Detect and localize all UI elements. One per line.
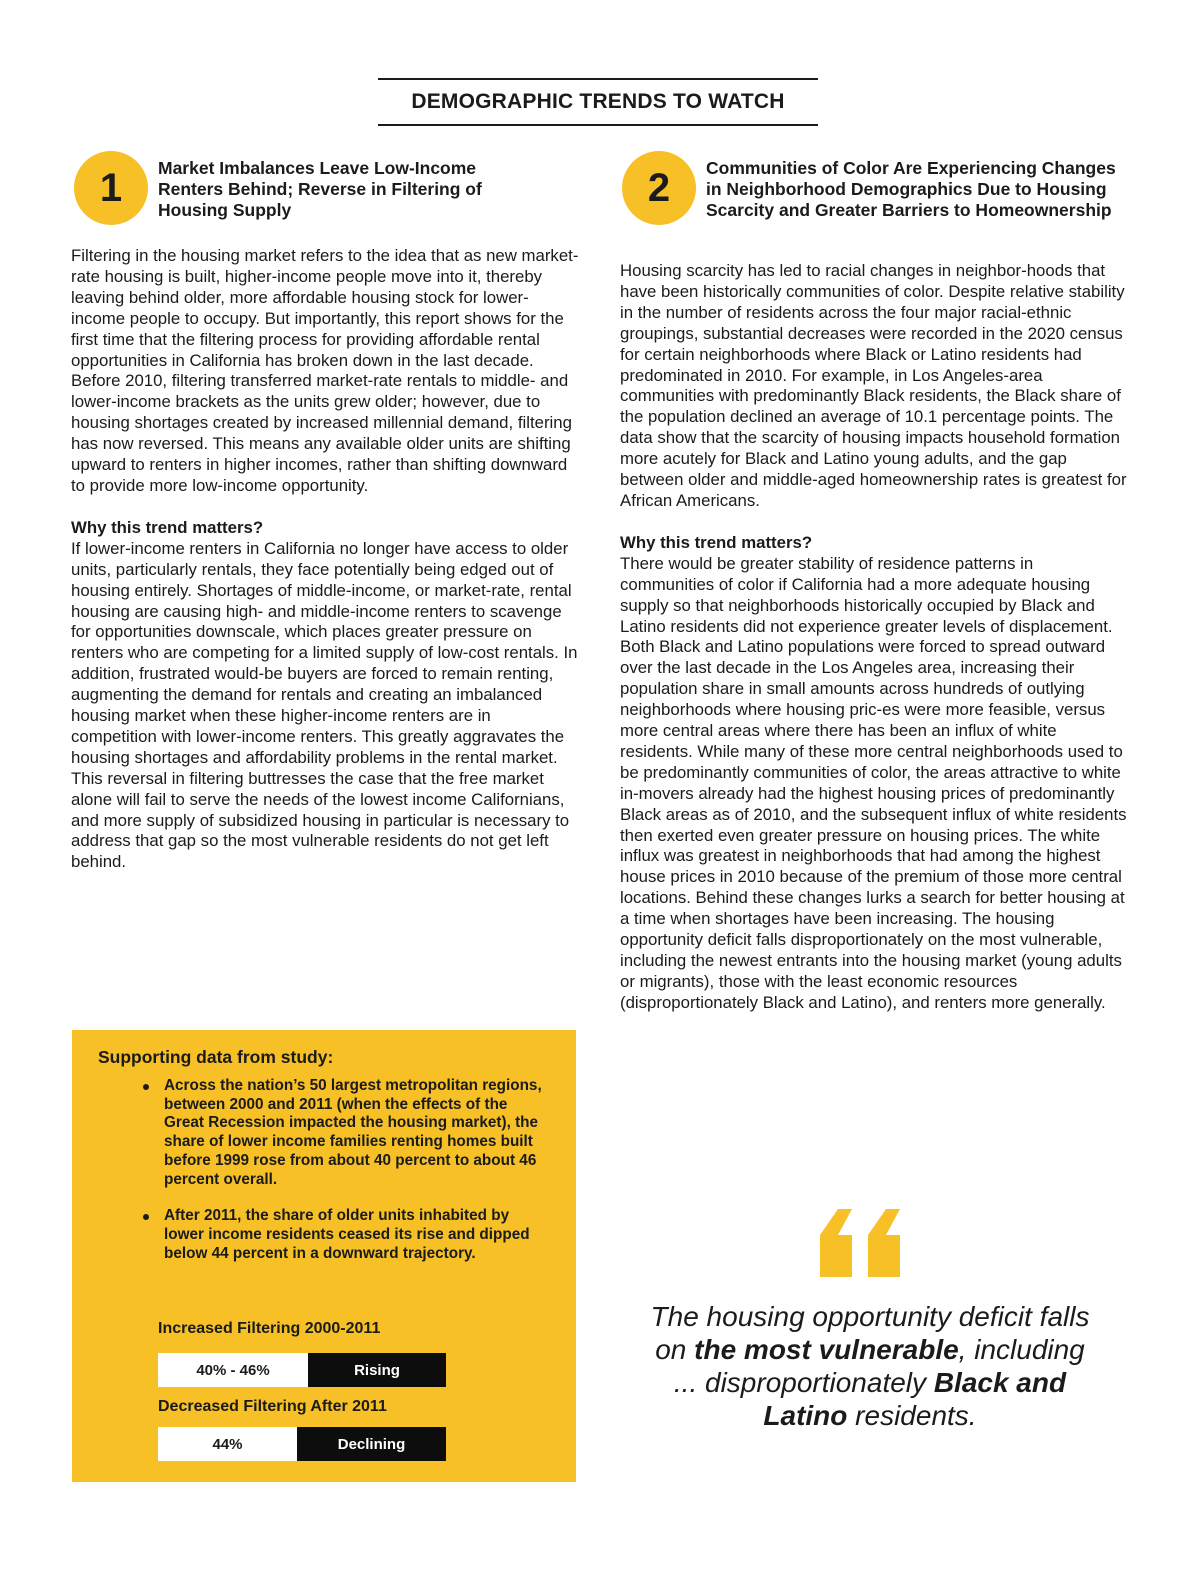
increased-filtering-trend: Rising bbox=[308, 1353, 446, 1387]
trend-1-body: Filtering in the housing market refers to the idea that as new market-rate housing is built, higher-income people move into it, thereby leaving behind older, more affordable housing stock for lower-income people to occupy. But importantly, this report shows for the first time that the filtering process for providing affordable rental opportunities in California has broken down in the last decade. Before 2010, filtering transferred market-rate rentals to middle- and lower-income brackets as the units grew older; however, due to housing shortages created by increased millennial demand, filtering has now reversed. This means any available older units are shifting upward to renters in higher incomes, rather than shifting downward to provide more low-income opportunity. bbox=[71, 246, 579, 495]
quote-bold-1: the most vulnerable bbox=[694, 1334, 959, 1365]
bullet-icon bbox=[143, 1084, 149, 1090]
trend-2-column bbox=[620, 261, 1132, 1014]
trend-2-body: Housing scarcity has led to racial changes in neighbor-hoods that have been historically communities of color. Despite relative stability in the number of residents across the four major racial-ethnic groupings, substantial decreases were recorded in the 2020 census for certain neighborhoods where Black or Latino residents had predominated in 2010. For example, in Los Angeles-area communities with predominantly Black residents, the Black share of the population declined an average of 10.1 percentage points. The data show that the scarcity of housing impacts household formation more acutely for Black and Latino young adults, and the gap between older and middle-aged homeownership rates is greatest for African Americans. bbox=[620, 261, 1127, 510]
trend-2-heading: Communities of Color Are Experiencing Changes in Neighborhood Demographics Due to Housing Scarcity and Greater Barriers to Homeownership bbox=[706, 158, 1116, 220]
decreased-filtering-label: Decreased Filtering After 2011 bbox=[158, 1398, 387, 1415]
trend-1-heading: Market Imbalances Leave Low-Income Renters Behind; Reverse in Filtering of Housing Supply bbox=[158, 158, 482, 220]
supporting-data-list bbox=[164, 1077, 544, 1281]
quote-text-3: residents. bbox=[847, 1400, 977, 1431]
decreased-filtering-value: 44% bbox=[158, 1427, 297, 1461]
decreased-filtering-bar bbox=[158, 1427, 446, 1461]
supporting-bullet-2: After 2011, the share of older units inhabited by lower income residents ceased its rise and dipped below 44 percent in a downward trajectory. bbox=[164, 1207, 530, 1262]
trend-1-number-badge: 1 bbox=[74, 151, 148, 225]
quote-text-1: The housing opportunity deficit falls on bbox=[650, 1301, 1090, 1365]
trend-2-why-heading: Why this trend matters? bbox=[620, 532, 813, 552]
quote-mark-icon bbox=[812, 1205, 908, 1281]
quote-text-2: , including ... disproportionately bbox=[673, 1334, 1085, 1398]
trend-2-number-badge: 2 bbox=[622, 151, 696, 225]
increased-filtering-bar bbox=[158, 1353, 446, 1387]
increased-filtering-value: 40% - 46% bbox=[158, 1353, 308, 1387]
supporting-data-title: Supporting data from study: bbox=[98, 1047, 334, 1067]
page-header bbox=[378, 78, 818, 126]
list-item bbox=[164, 1077, 544, 1189]
page-title: DEMOGRAPHIC TRENDS TO WATCH bbox=[411, 90, 785, 113]
decreased-filtering-trend: Declining bbox=[297, 1427, 446, 1461]
pull-quote bbox=[640, 1300, 1100, 1432]
trend-2-why-body: There would be greater stability of residence patterns in communities of color if California had a more adequate housing supply so that neighborhoods historically occupied by Black and Latino residents did not experience greater levels of displacement. Both Black and Latino populations were forced to spread outward over the last decade in the Los Angeles area, increasing their population share in small amounts across hundreds of outlying neighborhoods where housing pric-es were more feasible, versus more central areas where there has been an influx of white residents. While many of these more central neighborhoods used to be predominantly communities of color, the areas attractive to white in-movers already had the highest housing prices of predominantly Black areas as of 2010, and the subsequent influx of white residents then exerted even greater pressure on housing prices. The white influx was greatest in neighborhoods that had among the highest house prices in 2010 because of the premium of those more central locations. Behind these changes lurks a search for better housing at a time when shortages have been increasing. The housing opportunity deficit falls disproportionately on the most vulnerable, including the newest entrants into the housing market (young adults or migrants), those with the least economic resources (disproportionately Black and Latino), and renters more generally. bbox=[620, 553, 1127, 1012]
trend-1-why-heading: Why this trend matters? bbox=[71, 517, 264, 537]
bullet-icon bbox=[143, 1214, 149, 1220]
trend-1-why-body: If lower-income renters in California no longer have access to older units, particularly rentals, they face potentially being edged out of housing entirely. Shortages of middle-income, or market-rate, rental housing are causing high- and middle-income renters to scavenge for opportunities downscale, which places greater pressure on renters who are competing for a limited supply of low-cost rentals. In addition, frustrated would-be buyers are forced to remain renting, augmenting the demand for rentals and creating an imbalanced housing market when these higher-income renters are in competition with lower-income renters. This greatly aggravates the housing shortages and affordability problems in the rental market. This reversal in filtering buttresses the case that the free market alone will fail to serve the needs of the lowest income Californians, and more supply of subsidized housing in particular is necessary to address that gap so the most vulnerable residents do not get left behind. bbox=[71, 538, 578, 872]
quote-bold-2: Black and Latino bbox=[763, 1367, 1067, 1431]
trend-1-column bbox=[71, 246, 579, 873]
supporting-bullet-1: Across the nation’s 50 largest metropolitan regions, between 2000 and 2011 (when the effects of the Great Recession impacted the housing market), the share of lower income families renting homes built before 1999 rose from about 40 percent to about 46 percent overall. bbox=[164, 1077, 542, 1188]
increased-filtering-label: Increased Filtering 2000-2011 bbox=[158, 1320, 381, 1337]
supporting-data-box bbox=[72, 1030, 576, 1482]
list-item bbox=[164, 1207, 544, 1263]
